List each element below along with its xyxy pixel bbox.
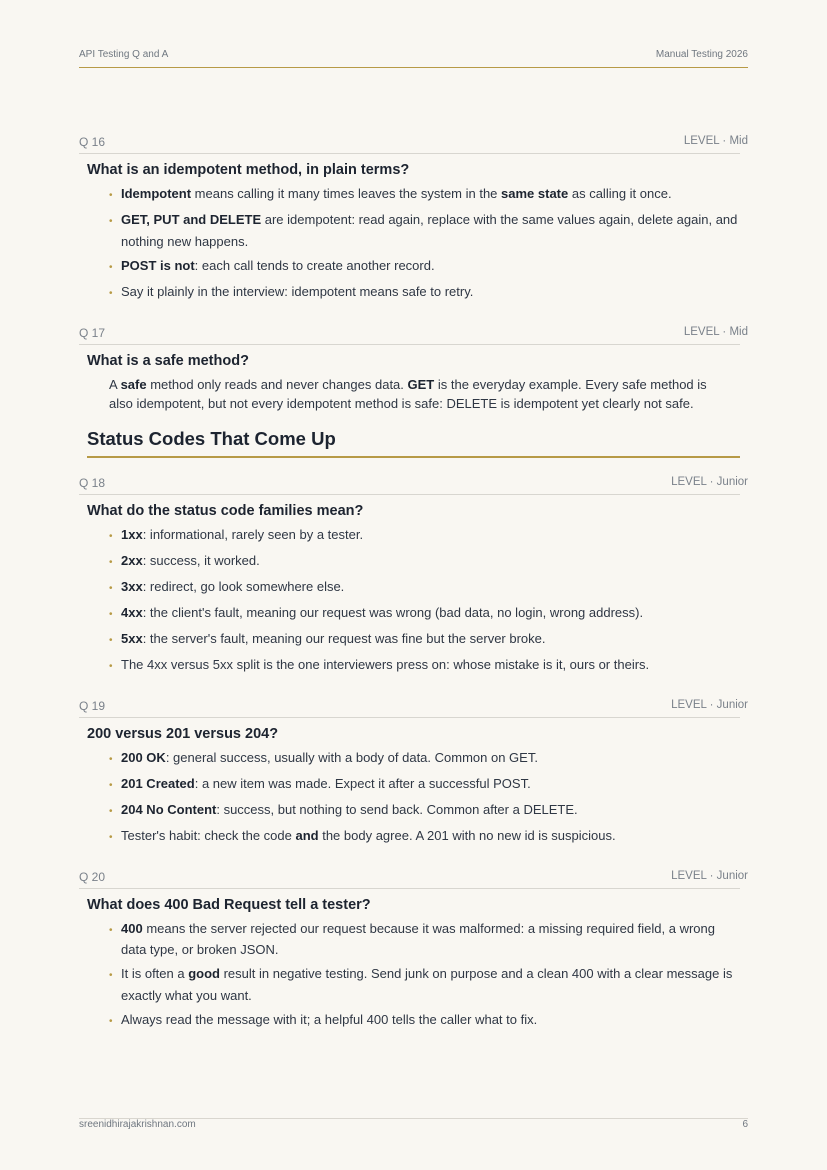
bullet-icon: •: [109, 190, 113, 201]
level-badge: LEVEL · Mid: [683, 135, 748, 147]
bullet-icon: •: [109, 779, 113, 791]
question-title: What is an idempotent method, in plain terms?: [87, 162, 410, 178]
bullet-icon: •: [109, 582, 113, 594]
question-header-q20: [79, 868, 748, 889]
bullet-icon: •: [109, 261, 113, 273]
main-content: [79, 133, 748, 1036]
bullet-icon: •: [109, 608, 113, 620]
answer-list: [109, 919, 739, 1032]
list-item: • 201 Created: a new item was made. Expect it after a successful POST.: [109, 774, 739, 796]
page-number: 6: [742, 1119, 748, 1130]
list-item: • The 4xx versus 5xx split is the one interviewers press on: whose mistake is it, ours or theirs.: [109, 655, 739, 677]
question-number: Q 16: [79, 135, 106, 149]
footer-website: sreenidhirajakrishnan.com: [79, 1119, 196, 1130]
question-header-q17: [79, 324, 748, 345]
question-number: Q 18: [79, 475, 106, 490]
list-item: • GET, PUT and DELETE are idempotent: read again, replace with the same values again, delete again, and nothing new happens.: [109, 212, 738, 249]
list-item: • 2xx: success, it worked.: [109, 551, 739, 573]
question-title: What is a safe method?: [87, 352, 249, 369]
question-header-q18: [79, 474, 748, 495]
level-badge: LEVEL · Junior: [671, 698, 748, 711]
list-item: • 400 means the server rejected our request because it was malformed: a missing required field, a wrong data type, or broken JSON.: [109, 920, 715, 957]
list-item: • Always read the message with it; a helpful 400 tells the caller what to fix.: [109, 1010, 739, 1032]
level-badge: LEVEL · Junior: [671, 475, 748, 488]
level-badge: LEVEL · Mid: [683, 325, 748, 338]
question-title: What do the status code families mean?: [87, 502, 364, 519]
section-heading: Status Codes That Come Up: [87, 428, 740, 458]
list-item: • 3xx: redirect, go look somewhere else.: [109, 577, 739, 599]
bullet-icon: •: [109, 831, 113, 843]
answer-list: [109, 748, 739, 848]
answer-paragraph: A safe method only reads and never changes data. GET is the everyday example. Every safe method is also idempotent, but not every idempotent method is safe: DELETE is idempotent yet clearly not safe.: [109, 376, 707, 411]
list-item: • Tester's habit: check the code and the body agree. A 201 with no new id is suspicious.: [109, 826, 739, 848]
question-number: Q 20: [79, 869, 106, 884]
question-number: Q 19: [79, 698, 106, 713]
list-item: • 204 No Content: success, but nothing to send back. Common after a DELETE.: [109, 800, 739, 822]
question-title: 200 versus 201 versus 204?: [87, 725, 279, 742]
list-item: • POST is not: each call tends to create another record.: [109, 256, 739, 278]
level-badge: LEVEL · Junior: [671, 869, 748, 882]
answer-list: [109, 525, 739, 677]
question-header-q16: [79, 133, 748, 154]
answer-list: [109, 184, 739, 303]
bullet-icon: •: [109, 924, 113, 936]
list-item: • 5xx: the server's fault, meaning our request was fine but the server broke.: [109, 629, 739, 651]
page-header: [79, 49, 748, 68]
bullet-icon: •: [109, 556, 113, 568]
page-footer: [79, 1118, 748, 1140]
bullet-icon: •: [109, 970, 113, 981]
list-item: • Idempotent means calling it many times leaves the system in the same state as calling it once.: [109, 184, 739, 206]
list-item: • 1xx: informational, rarely seen by a tester.: [109, 525, 739, 547]
question-title: What does 400 Bad Request tell a tester?: [87, 896, 371, 913]
bullet-icon: •: [109, 1015, 113, 1027]
question-header-q19: [79, 697, 748, 718]
bullet-icon: •: [109, 634, 113, 646]
bullet-icon: •: [109, 216, 113, 227]
question-number: Q 17: [79, 325, 106, 340]
bullet-icon: •: [109, 530, 113, 542]
list-item: • 4xx: the client's fault, meaning our request was wrong (bad data, no login, wrong address).: [109, 603, 739, 625]
header-series-title: Manual Testing 2026: [655, 49, 748, 60]
bullet-icon: •: [109, 287, 113, 299]
list-item: • 200 OK: general success, usually with a body of data. Common on GET.: [109, 748, 739, 770]
bullet-icon: •: [109, 753, 113, 765]
bullet-icon: •: [109, 660, 113, 672]
header-doc-title: API Testing Q and A: [79, 49, 169, 60]
list-item: • It is often a good result in negative testing. Send junk on purpose and a clean 400 with a clear message is exactly what you want.: [109, 966, 733, 1003]
bullet-icon: •: [109, 805, 113, 817]
list-item: • Say it plainly in the interview: idempotent means safe to retry.: [109, 282, 739, 304]
